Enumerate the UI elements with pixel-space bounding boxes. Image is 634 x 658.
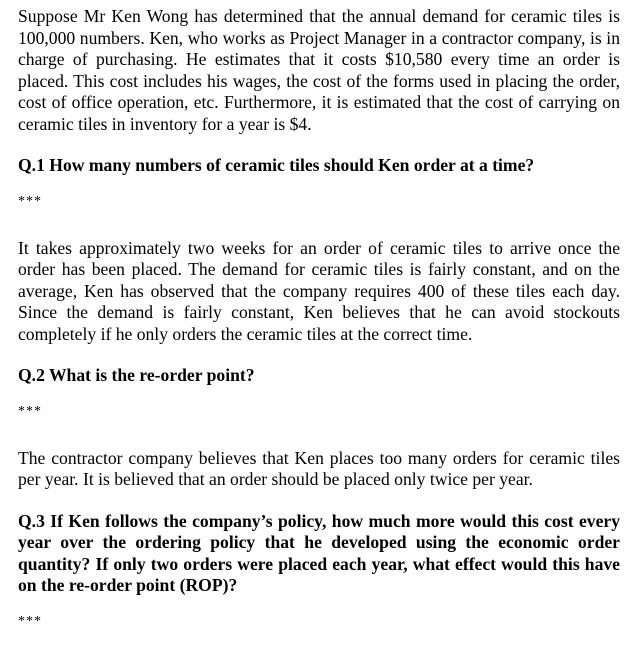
question-3: Q.3 If Ken follows the company’s policy, how much more would this cost every year over the ordering policy that he developed using the economic order quantity? If only two orders were placed each year, what effect would this have on the re-order point (ROP)? bbox=[18, 510, 620, 595]
question-1: Q.1 How many numbers of ceramic tiles should Ken order at a time? bbox=[18, 155, 535, 175]
paragraph-ceramic-demand: Suppose Mr Ken Wong has determined that the annual demand for ceramic tiles is 100,000 numbers. Ken, who works as Project Manager in a contractor company, is in charge of purchasing. He estimates that it costs $10,580 every time an order is placed. This cost includes his wages, the cost of the forms used in placing the order, cost of office operation, etc. Furthermore, it is estimated that the cost of carrying on ceramic tiles in inventory for a year is $4. bbox=[18, 6, 620, 134]
paragraph-lead-time: It takes approximately two weeks for an order of ceramic tiles to arrive once the order has been placed. The demand for ceramic tiles is fairly constant, and on the average, Ken has observed that the company requires 400 of these tiles each day. Since the demand is fairly constant, Ken believes that he can avoid stockouts completely if he only orders the ceramic tiles at the correct time. bbox=[18, 237, 620, 344]
separator-stars-1: *** bbox=[18, 193, 42, 209]
question-2: Q.2 What is the re-order point? bbox=[18, 365, 255, 385]
document-page bbox=[18, 6, 620, 630]
separator-stars-2: *** bbox=[18, 403, 42, 419]
paragraph-company-policy: The contractor company believes that Ken places too many orders for ceramic tiles per year. It is believed that an order should be placed only twice per year. bbox=[18, 447, 620, 489]
separator-stars-3: *** bbox=[18, 613, 42, 629]
